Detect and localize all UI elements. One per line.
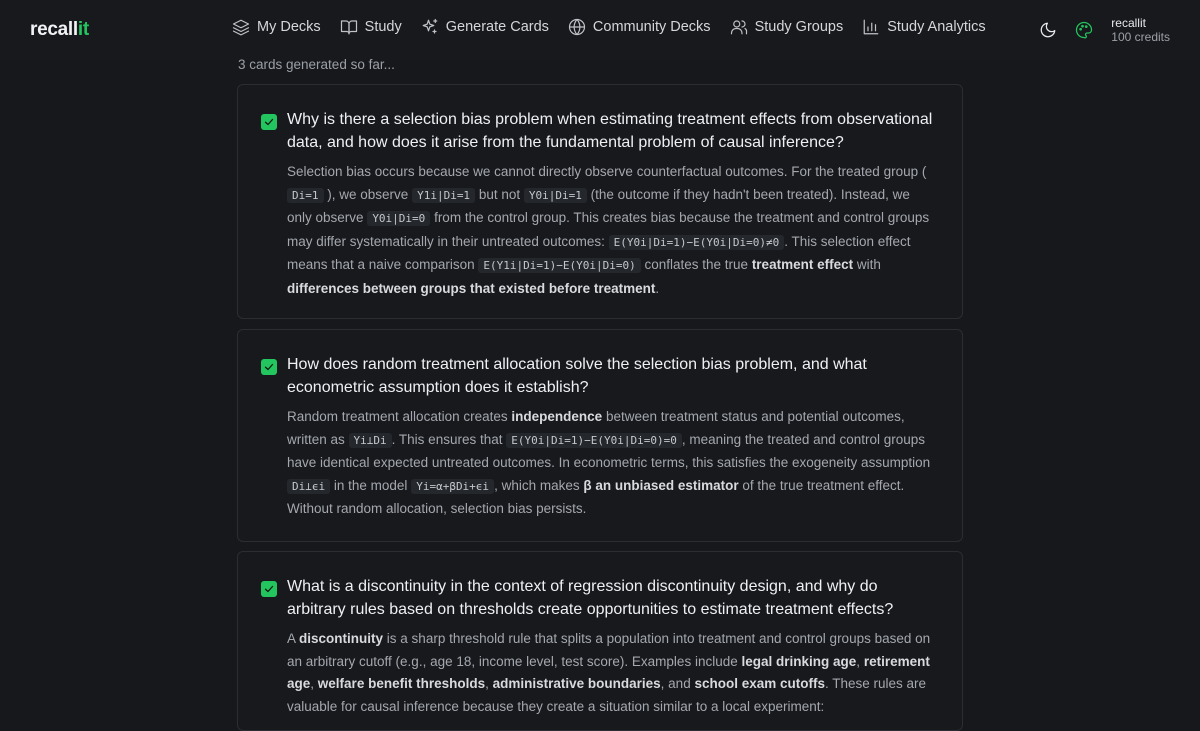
- nav-label: Study Analytics: [887, 19, 986, 35]
- nav-label: Study: [364, 19, 402, 35]
- palette-icon: [1075, 21, 1093, 39]
- flashcard: [237, 551, 963, 731]
- card-answer: Random treatment allocation creates independence between treatment status and potential outcomes, written as Yi⊥Di . This ensures that E(Y0i|Di=1)−E(Y0i|Di=0)=0 , meaning the treated and control groups have identical expected untreated outcomes. In econometric terms, this satisfies the exogeneity assumption Di⊥ϵi in the model Yi=α+βDi+ϵi , which makes β an unbiased estimator of the true treatment effect. Without random allocation, selection bias persists.: [287, 409, 931, 516]
- layers-icon: [232, 18, 250, 36]
- moon-icon: [1039, 21, 1057, 39]
- sparkles-icon: [421, 18, 439, 36]
- nav-label: My Decks: [257, 19, 321, 35]
- nav-study-groups[interactable]: [730, 18, 844, 36]
- app-logo[interactable]: recallit: [30, 19, 89, 40]
- user-menu[interactable]: [1111, 16, 1170, 44]
- book-icon: [340, 18, 358, 36]
- palette-button[interactable]: [1075, 21, 1093, 39]
- nav-generate-cards[interactable]: [421, 18, 549, 36]
- nav-community-decks[interactable]: [568, 18, 711, 36]
- theme-toggle-button[interactable]: [1039, 21, 1057, 39]
- nav-label: Generate Cards: [445, 19, 549, 35]
- top-navigation-bar: [0, 0, 1200, 60]
- user-name: recallit: [1111, 16, 1146, 30]
- users-icon: [730, 18, 748, 36]
- nav-label: Study Groups: [754, 19, 844, 35]
- flashcard: [237, 329, 963, 542]
- check-icon: [263, 361, 275, 373]
- card-answer: Selection bias occurs because we cannot directly observe counterfactual outcomes. For the treated group ( Di=1 ), we observe Y1i|Di=1 but not Y0i|Di=1 (the outcome if they hadn't been treated). Instead, we only observe Y0i|Di=0 from the control group. This creates bias because the treatment and control groups may differ systematically in their untreated outcomes: E(Y0i|Di=1)−E(Y0i|Di=0)≠0 . This selection effect means that a naive comparison E(Y1i|Di=1)−E(Y0i|Di=0) conflates the true treatment effect with differences between groups that existed before treatment.: [287, 164, 930, 296]
- card-question: Why is there a selection bias problem when estimating treatment effects from observational data, and how does it arise from the fundamental problem of causal inference?: [287, 111, 933, 151]
- generation-progress-text: 3 cards generated so far...: [238, 57, 395, 72]
- card-checkbox[interactable]: [261, 581, 277, 597]
- nav-label: Community Decks: [592, 19, 711, 35]
- header-actions: [1039, 16, 1170, 44]
- check-icon: [263, 583, 275, 595]
- nav-my-decks[interactable]: [232, 18, 321, 36]
- check-icon: [263, 116, 275, 128]
- card-question: How does random treatment allocation solve the selection bias problem, and what econometric assumption does it establish?: [287, 356, 867, 396]
- user-credits: 100 credits: [1111, 30, 1170, 44]
- globe-icon: [568, 18, 586, 36]
- card-checkbox[interactable]: [261, 359, 277, 375]
- card-answer: A discontinuity is a sharp threshold rule that splits a population into treatment and control groups based on an arbitrary cutoff (e.g., age 18, income level, test score). Examples include legal drinking age, retirement age, welfare benefit thresholds, administrative boundaries, and school exam cutoffs. These rules are valuable for causal inference because they create a situation similar to a local experiment:: [287, 631, 931, 714]
- card-question: What is a discontinuity in the context of regression discontinuity design, and why do arbitrary rules based on thresholds create opportunities to estimate treatment effects?: [287, 578, 894, 618]
- main-nav: [232, 18, 986, 36]
- bar-chart-icon: [862, 18, 880, 36]
- flashcard: [237, 84, 963, 319]
- card-checkbox[interactable]: [261, 114, 277, 130]
- nav-study[interactable]: [340, 18, 402, 36]
- nav-study-analytics[interactable]: [862, 18, 985, 36]
